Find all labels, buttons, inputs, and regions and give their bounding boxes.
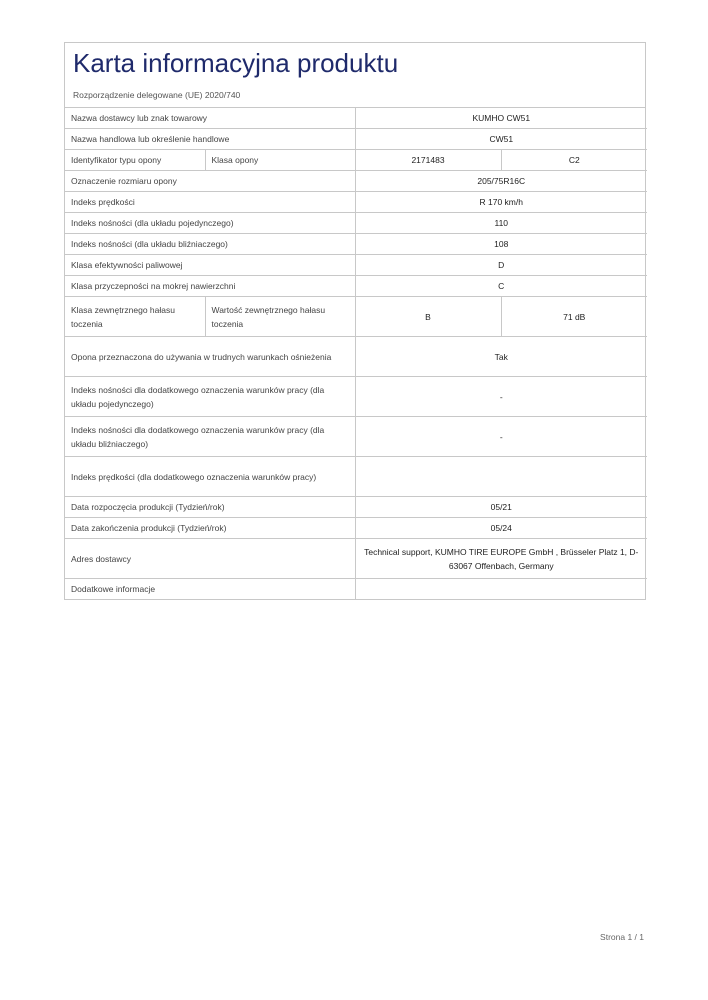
- table-row: [65, 255, 647, 276]
- noise-class-label: Klasa zewnętrznego hałasu toczenia: [65, 297, 205, 337]
- size-value: 205/75R16C: [355, 171, 647, 192]
- type-id-value: 2171483: [355, 150, 501, 171]
- supplier-label: Nazwa dostawcy lub znak towarowy: [71, 113, 208, 123]
- load-dual-value: 108: [355, 234, 647, 255]
- wet-grip-value: C: [355, 276, 647, 297]
- size-label: Oznaczenie rozmiaru opony: [65, 171, 355, 192]
- address-label: Adres dostawcy: [65, 539, 355, 579]
- load-single-value: 110: [355, 213, 647, 234]
- address-value: Technical support, KUMHO TIRE EUROPE GmbH , Brüsseler Platz 1, D-63067 Offenbach, Germany: [355, 539, 647, 579]
- table-row: [65, 213, 647, 234]
- additional-info-label: Dodatkowe informacje: [65, 579, 355, 600]
- extra-load-single-value: -: [355, 377, 647, 417]
- table-row: [65, 297, 647, 337]
- trade-name-value: CW51: [355, 129, 647, 150]
- table-row: [65, 129, 647, 150]
- table-row: [65, 234, 647, 255]
- prod-start-value: 05/21: [355, 497, 647, 518]
- regulation-subtitle: Rozporządzenie delegowane (UE) 2020/740: [73, 90, 241, 100]
- page-title: Karta informacyjna produktu: [73, 48, 399, 78]
- severe-snow-value: Tak: [355, 337, 647, 377]
- table-row: [65, 497, 647, 518]
- table-row: [65, 377, 647, 417]
- table-row: [65, 150, 647, 171]
- extra-load-dual-label: Indeks nośności dla dodatkowego oznaczenia warunków pracy (dla układu bliźniaczego): [65, 417, 355, 457]
- supplier-value: KUMHO CW51: [355, 108, 647, 129]
- speed-index-label: Indeks prędkości: [65, 192, 355, 213]
- load-single-label: Indeks nośności (dla układu pojedynczego): [65, 213, 355, 234]
- extra-load-dual-value: -: [355, 417, 647, 457]
- table-row: [65, 518, 647, 539]
- severe-snow-label: Opona przeznaczona do używania w trudnych warunkach ośnieżenia: [65, 337, 355, 377]
- table-row: [65, 276, 647, 297]
- product-info-sheet: [64, 42, 646, 600]
- table-row: [65, 457, 647, 497]
- type-id-label: Identyfikator typu opony: [65, 150, 205, 171]
- prod-end-label: Data zakończenia produkcji (Tydzień/rok): [65, 518, 355, 539]
- table-row: [65, 337, 647, 377]
- prod-start-label: Data rozpoczęcia produkcji (Tydzień/rok): [65, 497, 355, 518]
- table-row: [65, 108, 647, 129]
- wet-grip-label: Klasa przyczepności na mokrej nawierzchni: [65, 276, 355, 297]
- additional-info-value: [355, 579, 647, 600]
- extra-load-single-label: Indeks nośności dla dodatkowego oznaczenia warunków pracy (dla układu pojedynczego): [65, 377, 355, 417]
- header: [65, 43, 645, 108]
- noise-value-label: Wartość zewnętrznego hałasu toczenia: [205, 297, 355, 337]
- table-row: [65, 579, 647, 600]
- table-row: [65, 192, 647, 213]
- table-row: [65, 539, 647, 579]
- fuel-class-label: Klasa efektywności paliwowej: [65, 255, 355, 276]
- prod-end-value: 05/24: [355, 518, 647, 539]
- tyre-class-value: C2: [501, 150, 647, 171]
- extra-speed-label: Indeks prędkości (dla dodatkowego oznaczenia warunków pracy): [65, 457, 355, 497]
- speed-index-value: R 170 km/h: [355, 192, 647, 213]
- fuel-class-value: D: [355, 255, 647, 276]
- table-row: [65, 171, 647, 192]
- noise-class-value: B: [355, 297, 501, 337]
- trade-name-label: Nazwa handlowa lub określenie handlowe: [65, 129, 355, 150]
- page-number: Strona 1 / 1: [600, 932, 644, 942]
- load-dual-label: Indeks nośności (dla układu bliźniaczego): [65, 234, 355, 255]
- table-row: [65, 417, 647, 457]
- extra-speed-value: [355, 457, 647, 497]
- product-table: [65, 108, 647, 599]
- noise-db-value: 71 dB: [501, 297, 647, 337]
- tyre-class-label: Klasa opony: [205, 150, 355, 171]
